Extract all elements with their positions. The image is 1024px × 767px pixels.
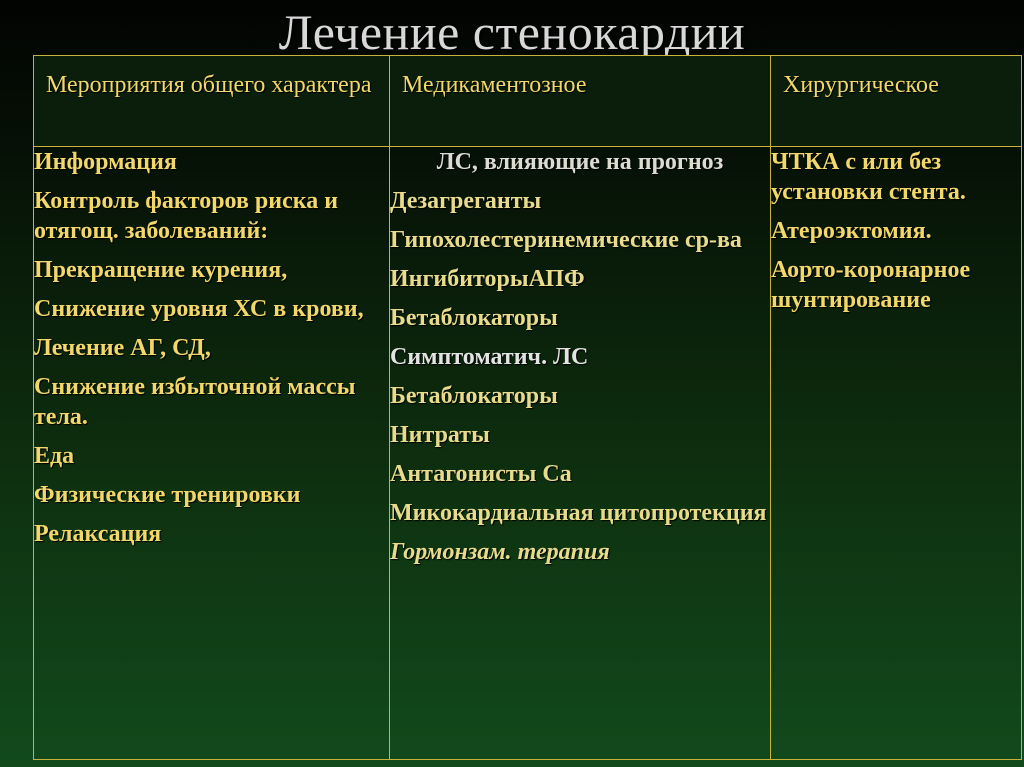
list-item-subheading: ЛС, влияющие на прогноз	[436, 149, 724, 175]
surgical-cell	[771, 147, 1022, 760]
header-cell-general	[34, 56, 390, 147]
list-item: Гипохолестеринемические ср-ва	[390, 227, 742, 253]
list-item: Дезагреганты	[390, 188, 542, 214]
list-item: ЧТКА с или без установки стента.	[771, 149, 966, 205]
list-item: Нитраты	[390, 422, 490, 448]
table-body-row	[34, 147, 1022, 760]
treatment-table	[33, 55, 1022, 760]
list-item: Атероэктомия.	[771, 218, 932, 244]
list-item: Еда	[34, 443, 75, 469]
list-item: Гормонзам. терапия	[390, 539, 610, 565]
list-item: Микокардиальная цитопротекция	[390, 500, 767, 526]
table-header-row	[34, 56, 1022, 147]
list-item: Контроль факторов риска и отягощ. заболеваний:	[34, 188, 339, 244]
list-item: Снижение уровня ХС в крови,	[34, 296, 364, 322]
list-item: Лечение АГ, СД,	[34, 335, 211, 361]
list-item-subheading: Симптоматич. ЛС	[390, 344, 589, 370]
list-item: Снижение избыточной массы тела.	[34, 374, 356, 430]
medication-cell	[390, 147, 771, 760]
list-item: Информация	[34, 149, 177, 175]
header-cell-surgical	[771, 56, 1022, 147]
list-item: ИнгибиторыАПФ	[390, 266, 585, 292]
header-cell-medication	[390, 56, 771, 147]
list-item: Прекращение курения,	[34, 257, 288, 283]
list-item: Физические тренировки	[34, 482, 301, 508]
list-item: Бетаблокаторы	[390, 305, 558, 331]
list-item: Антагонисты Са	[390, 461, 572, 487]
list-item: Релаксация	[34, 521, 162, 547]
general-measures-cell	[34, 147, 390, 760]
slide-title: Лечение стенокардии	[278, 4, 746, 60]
header-general: Мероприятия общего характера	[46, 72, 372, 98]
list-item: Бетаблокаторы	[390, 383, 558, 409]
header-surgical: Хирургическое	[783, 72, 939, 98]
list-item: Аорто-коронарное шунтирование	[771, 257, 971, 313]
header-medication: Медикаментозное	[402, 72, 587, 98]
